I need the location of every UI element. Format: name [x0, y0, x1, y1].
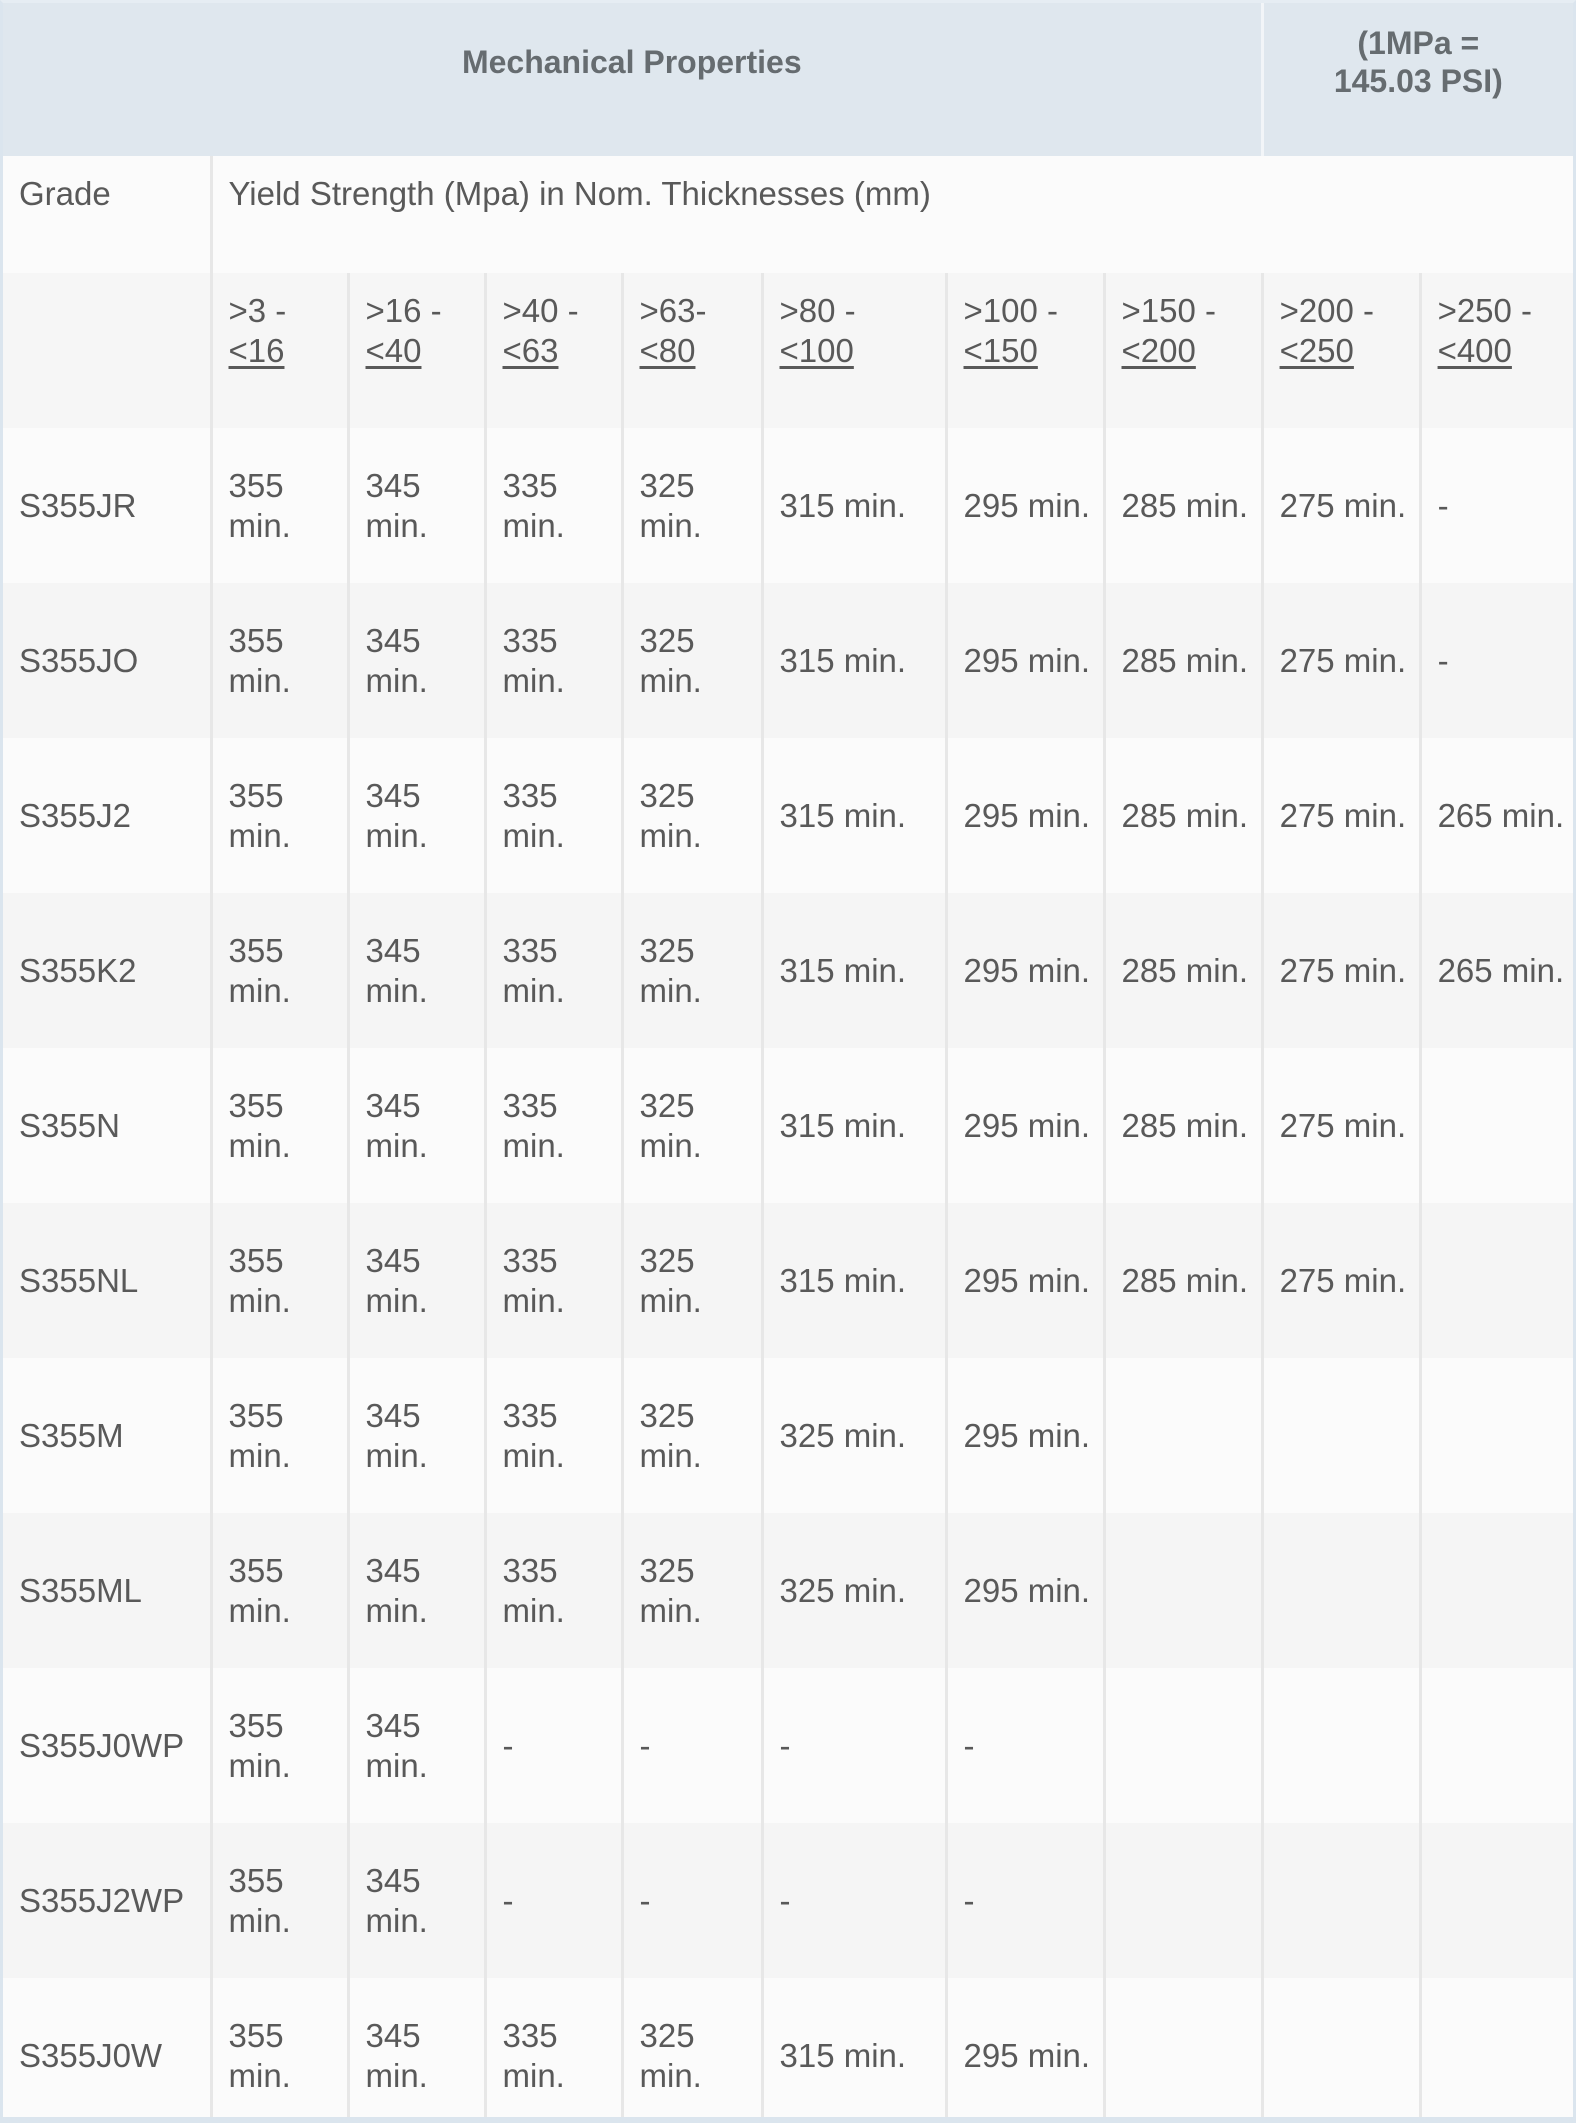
yield-strength-cell	[1420, 1513, 1573, 1668]
yield-strength-cell: 325 min.	[622, 1358, 762, 1513]
thickness-range-upper: <150	[963, 332, 1038, 369]
yield-strength-cell: 345 min.	[348, 1978, 485, 2120]
yield-strength-cell: 295 min.	[946, 1513, 1104, 1668]
yield-strength-cell: -	[622, 1668, 762, 1823]
grade-cell: S355ML	[3, 1513, 211, 1668]
yield-strength-cell: 275 min.	[1262, 1048, 1420, 1203]
yield-strength-cell: -	[946, 1668, 1104, 1823]
yield-strength-cell: 315 min.	[762, 1978, 946, 2120]
yield-strength-cell: 315 min.	[762, 738, 946, 893]
table-row	[3, 1823, 1573, 1978]
yield-strength-cell: 335 min.	[485, 1513, 622, 1668]
yield-strength-cell: 345 min.	[348, 1358, 485, 1513]
yield-strength-cell: 285 min.	[1104, 583, 1262, 738]
yield-strength-cell: 355 min.	[211, 1048, 348, 1203]
yield-strength-cell: 355 min.	[211, 1668, 348, 1823]
yield-strength-cell: 325 min.	[622, 1048, 762, 1203]
yield-strength-cell: 355 min.	[211, 738, 348, 893]
thickness-range-header	[348, 273, 485, 428]
yield-strength-cell: 345 min.	[348, 1668, 485, 1823]
yield-strength-cell	[1420, 1203, 1573, 1358]
thickness-range-header	[211, 273, 348, 428]
yield-strength-cell: 345 min.	[348, 583, 485, 738]
grade-cell: S355NL	[3, 1203, 211, 1358]
yield-strength-cell: 335 min.	[485, 1978, 622, 2120]
yield-strength-cell: 355 min.	[211, 583, 348, 738]
yield-strength-cell: 325 min.	[622, 1978, 762, 2120]
yield-strength-cell: 295 min.	[946, 1978, 1104, 2120]
yield-strength-cell: -	[485, 1668, 622, 1823]
yield-strength-cell	[1104, 1823, 1262, 1978]
yield-strength-cell: 345 min.	[348, 1823, 485, 1978]
yield-strength-cell: 315 min.	[762, 428, 946, 583]
thickness-range-header	[946, 273, 1104, 428]
yield-strength-cell: 285 min.	[1104, 1048, 1262, 1203]
yield-strength-cell	[1262, 1513, 1420, 1668]
thickness-range-lower: >100 -	[963, 292, 1058, 329]
mechanical-properties-table	[3, 3, 1573, 2120]
table-row	[3, 738, 1573, 893]
thickness-range-lower: >3 -	[228, 292, 287, 329]
yield-strength-cell: 335 min.	[485, 1048, 622, 1203]
yield-strength-cell: 325 min.	[622, 1513, 762, 1668]
yield-strength-cell: -	[762, 1668, 946, 1823]
grade-cell: S355J0W	[3, 1978, 211, 2120]
yield-strength-cell: 355 min.	[211, 1513, 348, 1668]
thickness-range-header	[622, 273, 762, 428]
yield-strength-cell: 355 min.	[211, 428, 348, 583]
yield-strength-cell: 335 min.	[485, 583, 622, 738]
yield-strength-cell: 295 min.	[946, 428, 1104, 583]
yield-strength-cell: 275 min.	[1262, 738, 1420, 893]
thickness-range-lower: >80 -	[779, 292, 856, 329]
yield-strength-cell: -	[1420, 428, 1573, 583]
thickness-range-upper: <100	[779, 332, 854, 369]
thickness-range-header	[1420, 273, 1573, 428]
yield-strength-cell: 345 min.	[348, 893, 485, 1048]
table-row	[3, 1668, 1573, 1823]
thickness-range-lower: >250 -	[1437, 292, 1533, 329]
thickness-range-upper: <63	[502, 332, 559, 369]
yield-strength-cell	[1262, 1978, 1420, 2120]
yield-strength-cell: 335 min.	[485, 428, 622, 583]
table-row	[3, 1978, 1573, 2120]
thickness-range-header	[485, 273, 622, 428]
grade-cell: S355J2	[3, 738, 211, 893]
thickness-range-header	[762, 273, 946, 428]
yield-strength-cell: 315 min.	[762, 583, 946, 738]
thickness-range-lower: >63-	[639, 292, 707, 329]
thickness-range-lower: >16 -	[365, 292, 442, 329]
thickness-range-lower: >150 -	[1121, 292, 1216, 329]
yield-strength-cell: 355 min.	[211, 1823, 348, 1978]
yield-strength-cell: 335 min.	[485, 738, 622, 893]
thickness-range-lower: >200 -	[1279, 292, 1375, 329]
yield-strength-cell	[1420, 1823, 1573, 1978]
table-title-row	[3, 3, 1573, 156]
table-row	[3, 1203, 1573, 1358]
yield-strength-cell: 355 min.	[211, 893, 348, 1048]
yield-strength-cell: -	[485, 1823, 622, 1978]
yield-strength-cell: 345 min.	[348, 1203, 485, 1358]
yield-strength-cell: 335 min.	[485, 1203, 622, 1358]
grade-cell: S355JO	[3, 583, 211, 738]
yield-strength-cell: 275 min.	[1262, 583, 1420, 738]
yield-strength-cell: -	[762, 1823, 946, 1978]
unit-conversion-note: (1MPa = 145.03 PSI)	[1262, 3, 1573, 156]
yield-strength-cell: 325 min.	[622, 583, 762, 738]
thickness-range-upper: <250	[1279, 332, 1354, 369]
yield-strength-cell: 355 min.	[211, 1358, 348, 1513]
yield-strength-cell: 295 min.	[946, 1358, 1104, 1513]
grade-column-header: Grade	[3, 156, 211, 273]
table-row	[3, 583, 1573, 738]
yield-strength-cell	[1104, 1668, 1262, 1823]
yield-strength-cell: -	[946, 1823, 1104, 1978]
grade-cell: S355J2WP	[3, 1823, 211, 1978]
yield-strength-cell: 275 min.	[1262, 428, 1420, 583]
yield-strength-cell: 285 min.	[1104, 738, 1262, 893]
yield-strength-cell: 315 min.	[762, 1048, 946, 1203]
yield-strength-header: Yield Strength (Mpa) in Nom. Thicknesses (mm)	[211, 156, 1573, 273]
table-row	[3, 1048, 1573, 1203]
grade-cell: S355JR	[3, 428, 211, 583]
table-row	[3, 1358, 1573, 1513]
yield-strength-cell	[1420, 1668, 1573, 1823]
table-bottom-border	[0, 2119, 1576, 2123]
yield-strength-cell: 325 min.	[762, 1358, 946, 1513]
thickness-range-upper: <40	[365, 332, 422, 369]
yield-strength-cell: 325 min.	[622, 1203, 762, 1358]
yield-strength-cell: -	[1420, 583, 1573, 738]
thickness-range-lower: >40 -	[502, 292, 579, 329]
yield-strength-cell: 315 min.	[762, 893, 946, 1048]
table-row	[3, 893, 1573, 1048]
yield-strength-cell: 345 min.	[348, 428, 485, 583]
yield-strength-cell: 285 min.	[1104, 893, 1262, 1048]
yield-strength-cell	[1262, 1823, 1420, 1978]
yield-strength-cell: 325 min.	[622, 428, 762, 583]
yield-strength-cell	[1104, 1358, 1262, 1513]
yield-strength-cell: 335 min.	[485, 893, 622, 1048]
subheader-row	[3, 156, 1573, 273]
thickness-range-upper: <400	[1437, 332, 1512, 369]
grade-cell: S355M	[3, 1358, 211, 1513]
yield-strength-cell: 295 min.	[946, 893, 1104, 1048]
yield-strength-cell: 345 min.	[348, 738, 485, 893]
grade-cell: S355N	[3, 1048, 211, 1203]
table-title: Mechanical Properties	[3, 3, 1262, 156]
yield-strength-cell	[1262, 1668, 1420, 1823]
yield-strength-cell: 345 min.	[348, 1513, 485, 1668]
yield-strength-cell: 335 min.	[485, 1358, 622, 1513]
yield-strength-cell: 295 min.	[946, 1048, 1104, 1203]
yield-strength-cell	[1420, 1978, 1573, 2120]
yield-strength-cell: 265 min.	[1420, 738, 1573, 893]
yield-strength-cell	[1420, 1358, 1573, 1513]
yield-strength-cell	[1420, 1048, 1573, 1203]
yield-strength-cell: 355 min.	[211, 1203, 348, 1358]
yield-strength-cell: -	[622, 1823, 762, 1978]
yield-strength-cell: 325 min.	[762, 1513, 946, 1668]
yield-strength-cell: 275 min.	[1262, 1203, 1420, 1358]
yield-strength-cell: 295 min.	[946, 583, 1104, 738]
yield-strength-cell: 295 min.	[946, 1203, 1104, 1358]
yield-strength-cell	[1262, 1358, 1420, 1513]
yield-strength-cell: 285 min.	[1104, 428, 1262, 583]
thickness-range-header	[1262, 273, 1420, 428]
yield-strength-cell	[1104, 1978, 1262, 2120]
yield-strength-cell	[1104, 1513, 1262, 1668]
yield-strength-cell: 295 min.	[946, 738, 1104, 893]
yield-strength-cell: 325 min.	[622, 738, 762, 893]
yield-strength-cell: 285 min.	[1104, 1203, 1262, 1358]
thickness-row-label	[3, 273, 211, 428]
yield-strength-cell: 355 min.	[211, 1978, 348, 2120]
table-row	[3, 428, 1573, 583]
yield-strength-cell: 345 min.	[348, 1048, 485, 1203]
grade-cell: S355J0WP	[3, 1668, 211, 1823]
thickness-range-upper: <200	[1121, 332, 1196, 369]
thickness-range-upper: <16	[228, 332, 285, 369]
thickness-range-header	[1104, 273, 1262, 428]
yield-strength-cell: 275 min.	[1262, 893, 1420, 1048]
yield-strength-cell: 315 min.	[762, 1203, 946, 1358]
thickness-range-upper: <80	[639, 332, 696, 369]
yield-strength-cell: 325 min.	[622, 893, 762, 1048]
yield-strength-cell: 265 min.	[1420, 893, 1573, 1048]
thickness-range-row	[3, 273, 1573, 428]
grade-cell: S355K2	[3, 893, 211, 1048]
table-row	[3, 1513, 1573, 1668]
